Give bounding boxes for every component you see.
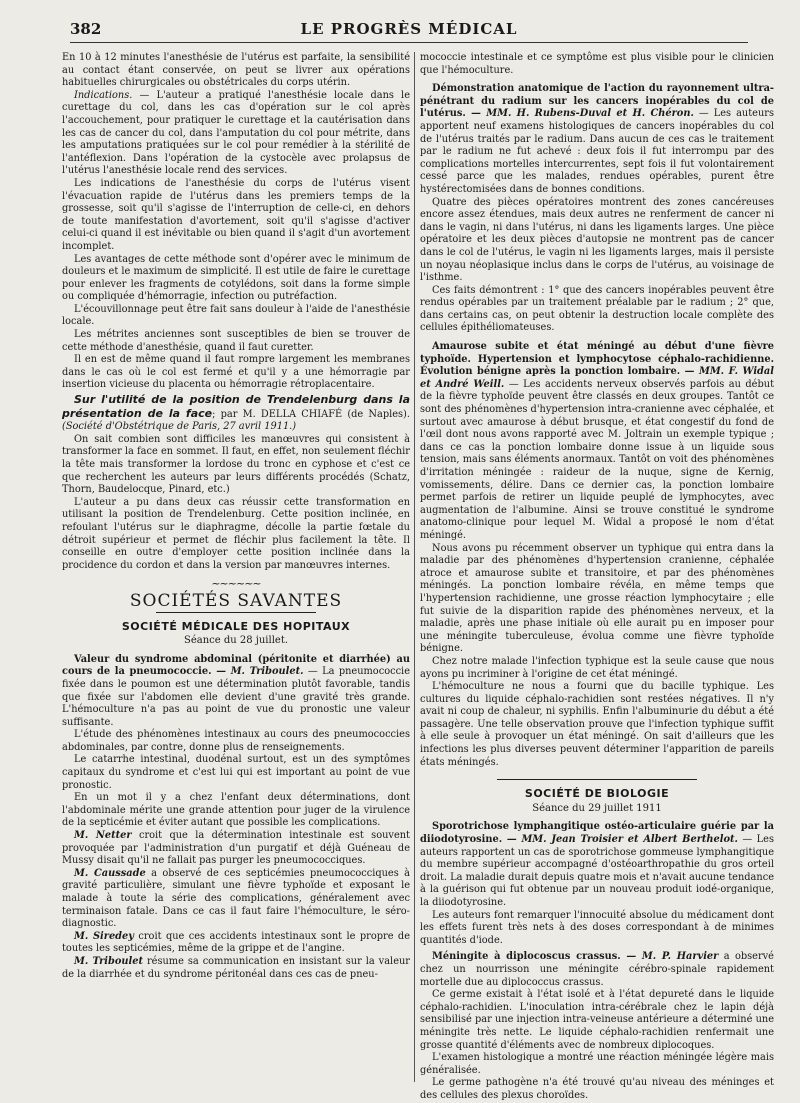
article-heading (62, 394, 410, 434)
paragraph-text: résume sa communication en insistant sur la valeur de la diarrhée et du syndrome péritonéal dans ces cas de pneu- (62, 955, 410, 980)
paragraph: En 10 à 12 minutes l'anesthésie de l'utérus est parfaite, la sensibilité au contact étant conservée, on peut se livrer aux opérations habituelles chirurgicales ou obstétricales du corps utérin. (62, 52, 410, 89)
paragraph: Les auteurs font remarquer l'innocuité absolue du médicament dont les effets furent très nets à des doses correspondant à de minimes quantités d'iode. (420, 909, 774, 946)
seance-date: Séance du 28 juillet. (183, 635, 289, 647)
paragraph: En un mot il y a chez l'enfant deux déterminations, dont l'abdominale mérite une grande attention pour juger de la virulence de la septicémie et éviter autant que possible les complications. (62, 792, 410, 829)
paragraph: Ces faits démontrent : 1° que des cancers inopérables peuvent être rendus opérables par un traitement préalable par le radium ; 2° que, dans certains cas, on peut obtenir la destruction locale complète des cellules épithéliomateuses. (420, 284, 774, 334)
society-title: SOCIÉTÉ MÉDICALE DES HOPITAUX (121, 619, 351, 633)
paragraph: Le germe pathogène n'a été trouvé qu'au niveau des méninges et des cellules des plexus choroïdes. (420, 1077, 774, 1101)
paragraph: L'écouvillonnage peut être fait sans douleur à l'aide de l'anesthésie locale. (62, 303, 410, 328)
paragraph-text: croit que la détermination intestinale est souvent provoquée par l'administration d'un purgatif et déjà Guéneau de Mussy disait qu'il ne fallait pas purger les pneumococciques. (62, 830, 410, 867)
section-title: SOCIÉTÉS SAVANTES (129, 590, 343, 611)
communication (420, 341, 774, 543)
communication-text: — La pneumococcie fixée dans le poumon est une détermination plutôt favorable, tandis que fixée sur l'abdomen elle devient d'une gravité très grande. L'hémoculture n'a pas au point de vue du pronostic une valeur suffisante. (62, 666, 410, 728)
paragraph (62, 90, 410, 178)
communication (420, 83, 774, 196)
right-column (420, 52, 775, 1101)
paragraph: Les métrites anciennes sont susceptibles de bien se trouver de cette méthode d'anesthésie, quand il faut curetter. (62, 329, 410, 353)
indications-label: Indications. (74, 89, 133, 101)
communication-title: Amaurose subite et état méningé au début d'une fièvre typhoïde. Hypertension et lymphocytose céphalo-rachidienne. Évolution bénigne après la ponction lombaire. (420, 341, 774, 378)
paragraph: L'étude des phénomènes intestinaux au cours des pneumococcies abdominales, par contre, donne plus de renseignements. (62, 729, 410, 753)
paragraph: Il en est de même quand il faut rompre largement les membranes dans le cas où le col est fermé et qu'il y a une hémorragie par insertion vicieuse du placenta ou hémorragie rétroplacentaire. (62, 354, 410, 391)
paragraph: Chez notre malade l'infection typhique est la seule cause que nous ayons pu incriminer à l'origine de cet état méningé. (420, 655, 774, 680)
page-header (70, 20, 748, 43)
paragraph (62, 931, 410, 956)
section-underline (156, 612, 316, 613)
communication-text: a observé chez un nourrisson une méningite cérébro-spinale rapidement mortelle due au diplococcus crassus. (420, 951, 774, 988)
seance-date: Séance du 29 juillet 1911 (532, 802, 662, 814)
paragraph: Les indications de l'anesthésie du corps de l'utérus visent l'évacuation rapide de l'utérus dans les premiers temps de la grossesse, soit qu'il s'agisse de l'interruption de celle-ci, en dehors de toute manifestation d'avortement, soit qu'il s'agisse d'activer celui-ci quand il est inévitable ou bien quand il s'agit d'un avortement incomplet. (62, 177, 410, 252)
paragraph (62, 956, 410, 981)
paragraph: Les avantages de cette méthode sont d'opérer avec le minimum de douleurs et le maximum de simplicité. Il est utile de faire le curettage pour enlever les fragments de cotylédons, soit dans la forme simple ou compliquée d'hémorragie, infection ou putréfaction. (62, 253, 410, 303)
paragraph: Ce germe existait à l'état isolé et à l'état depureté dans le liquide céphalo-rachidien. L'inoculation intra-cérébrale chez le lapin déjà sensibilisé par une injection intra-veineuse antérieure a déterminé une méningite très nette. Le liquide céphalo-rachidien renfermait une grosse quantité d'éléments avec de nombreux diplocoques. (420, 989, 774, 1051)
communication-text: — Les auteurs apportent neuf examens histologiques de cancers inopérables du col de l'utérus traités par le radium. Dans aucun de ces cas le traitement par le radium ne fut achevé : deux fois il fut interrompu par des complications mortelles intercurrentes, sept fois il fut volontairement cessé parce que les malades, rendues opérables, purent être hystérectomisées dans de bonnes conditions. (420, 108, 774, 195)
paragraph: Nous avons pu récemment observer un typhique qui entra dans la maladie par des phénomènes d'hypertension cranienne, céphalée atroce et amaurose subite et transitoire, et par des phénomènes méningés. La ponction lombaire révéla, en même temps que l'hypertension rachidienne, une grosse réaction lymphocytaire ; elle fut suivie de la disparition rapide des phénomènes nerveux, et la maladie, après une phase initiale où elle aurait pu en imposer pour une méningite tuberculeuse, évolua comme une fièvre typhoïde bénigne. (420, 542, 774, 655)
ornament-divider: ~~~~~~ (211, 577, 261, 591)
communication-author: — MM. F. Widal et André Weill. (420, 366, 774, 390)
society-title: SOCIÉTÉ DE BIOLOGIE (524, 787, 670, 801)
paragraph-text: — L'auteur a pratiqué l'anesthésie locale dans le curettage du col, dans les cas d'opération sur le col après l'accouchement, pour pratiquer le curettage et la cautérisation dans les cas de cancer du col, dans l'amputation du col pour métrite, dans les amputations pratiquées sur le col pour remédier à la stérilité de l'antéflexion. Dans l'opération de la cystocèle avec prolapsus de l'utérus l'anesthésie locale rend des services. (62, 89, 410, 177)
speaker-name: M. Caussade (74, 867, 146, 879)
article-source: (Société d'Obstétrique de Paris, 27 avril 1911.) (62, 421, 297, 433)
speaker-name: M. Triboulet (74, 955, 143, 967)
paragraph (62, 830, 410, 868)
communication-text: — Les auteurs rapportent un cas de sporotrichose gommeuse lymphangitique du membre supérieur accompagné d'ostéoarthropathie du gros orteil droit. La maladie durait depuis quatre mois et n'avait aucune tendance à la guérison qui fut obtenue par un nouveau produit iodé-organique, la diiodotyrosine. (420, 834, 774, 908)
article-title: Sur l'utilité de la position de Trendelenburg dans la présentation de la face (62, 393, 410, 420)
column-divider (414, 52, 415, 1082)
communication-author: — MM. H. Rubens-Duval et H. Chéron. (465, 108, 694, 120)
paragraph-text: croit que ces accidents intestinaux sont le propre de toutes les septicémies, même de la grippe et de l'angine. (62, 930, 410, 955)
paragraph: L'hémoculture ne nous a fourni que du bacille typhique. Les cultures du liquide céphalo-rachidien sont restées négatives. Il n'y avait ni coup de chaleur, ni syphilis. Enfin l'albuminurie du début a été passagère. Une telle observation prouve que l'infection typhique suffit à elle seule à provoquer un état méningé. On sait d'ailleurs que les infections les plus diverses peuvent déterminer l'apparition de pareils états méningés. (420, 681, 774, 768)
communication-text: — Les accidents nerveux observés parfois au début de la fièvre typhoïde peuvent être classés en deux groupes. Tantôt ce sont des phénomènes d'hypertension intra-cranienne avec céphalée, et surtout avec amaurose à début brusque, et état congestif du fond de l'œil dont nous avons rapporté avec M. Joltrain un exemple typique ; dans ce cas la ponction lombaire donne issue à un liquide sous tension, mais sans éléments anormaux. Tantôt on voit des phénomènes d'irritation méningée : raideur de la nuque, signe de Kernig, vomissements, délire. Dans ce dernier cas, la ponction lombaire permet parfois de retirer un liquide peuplé de lymphocytes, avec augmentation de l'albumine. Ainsi se trouve constitué le syndrome anatomo-clinique pour lequel M. Widal a proposé le nom d'état méningé. (420, 378, 775, 541)
communication-title: Sporotrichose lymphangitique ostéo-articulaire guérie par la diiodotyrosine. (420, 821, 774, 846)
speaker-name: M. Netter (74, 830, 132, 842)
left-column (62, 52, 410, 1082)
paragraph (62, 868, 410, 931)
communication-title: Démonstration anatomique de l'action du rayonnement ultra-pénétrant du radium sur les cancers inopérables du col de l'utérus. (420, 83, 774, 120)
paragraph: Quatre des pièces opératoires montrent des zones cancéreuses encore assez étendues, mais deux autres ne renferment de cancer ni dans le vagin, ni dans l'utérus, ni dans les ligaments larges. Une pièce opératoire et les deux pièces d'autopsie ne montrent pas de cancer dans le col de l'utérus, le vagin ni les ligaments larges, mais il persiste un noyau néoplasique inclus dans le corps de l'utérus, au voisinage de l'isthme. (420, 196, 774, 284)
paragraph: On sait combien sont difficiles les manœuvres qui consistent à transformer la face en sommet. Il faut, en effet, non seulement fléchir la tête mais transformer la lordose du tronc en cyphose et c'est ce que recherchent les auteurs par leurs différents procédés (Schatz, Thorn, Baudelocque, Pinard, etc.) (62, 433, 410, 496)
section-divider (497, 779, 697, 780)
communication-title: Méningite à diplocoscus crassus. (432, 951, 621, 963)
communication-author: — M. P. Harvier (620, 951, 719, 963)
paragraph-text: a observé de ces septicémies pneumococciques à gravité particulière, simulant une fièvre typhoïde et exposant le malade à toute la série des complications, généralement avec terminaison fatale. Dans ce cas il faut faire l'hémoculture, le séro-diagnostic. (62, 867, 410, 930)
paragraph: Le catarrhe intestinal, duodénal surtout, est un des symptômes capitaux du syndrome et c'est lui qui est important au point de vue pronostic. (62, 754, 410, 791)
journal-title: LE PROGRÈS MÉDICAL (300, 20, 518, 38)
page-number: 382 (70, 20, 102, 38)
paragraph: mococcie intestinale et ce symptôme est plus visible pour le clinicien que l'hémoculture. (420, 52, 774, 76)
speaker-name: M. Siredey (74, 930, 134, 942)
article-author: ; par M. DELLA CHIAFÉ (de Naples). (212, 408, 410, 420)
communication-author: — MM. Jean Troisier et Albert Berthelot. (502, 834, 738, 846)
communication-title: Valeur du syndrome abdominal (péritonite et diarrhée) au cours de la pneumococcie. (62, 653, 410, 678)
communication (420, 951, 774, 989)
communication (420, 821, 774, 909)
paragraph: L'auteur a pu dans deux cas réussir cette transformation en utilisant la position de Trendelenburg. Cette position inclinée, en refoulant l'utérus sur le diaphragme, décolle la partie fœtale du détroit supérieur et permet de fléchir plus facilement la tête. Il conseille en outre d'employer cette position inclinée dans la procidence du cordon et dans la version par manœuvres internes. (62, 496, 410, 571)
paragraph: L'examen histologique a montré une réaction méningée légère mais généralisée. (420, 1052, 774, 1076)
communication-author: — M. Triboulet. (211, 666, 304, 678)
communication (62, 654, 410, 730)
